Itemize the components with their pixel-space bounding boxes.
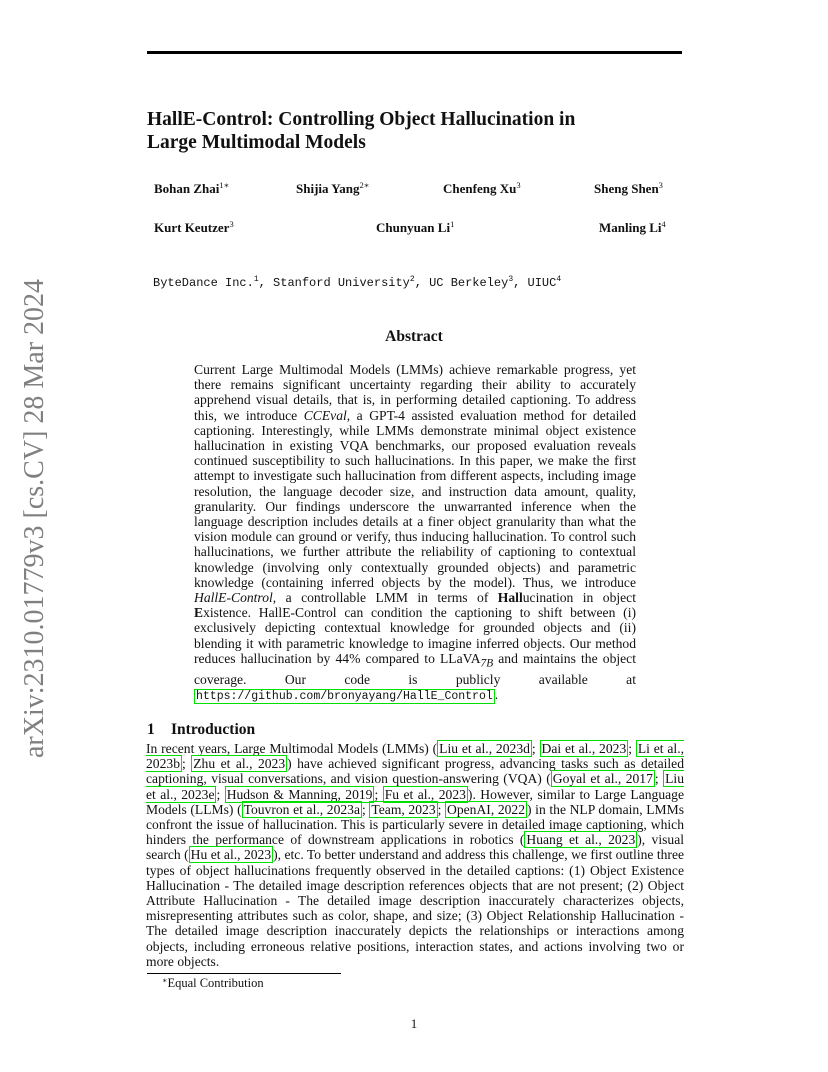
page-number: 1 bbox=[410, 1016, 418, 1031]
author-sheng-shen: Sheng Shen$^3$ bbox=[594, 180, 663, 196]
citation-link[interactable]: Huang et al., 2023 bbox=[526, 832, 636, 848]
citation-link[interactable]: Liu et al., 2023e bbox=[146, 771, 684, 802]
citation-link[interactable]: Liu et al., 2023d bbox=[439, 741, 530, 756]
author-chunyuan-li: Chunyuan Li$^1$ bbox=[376, 219, 455, 235]
title-line-2: Large Multimodal Models bbox=[147, 132, 366, 153]
citation-link[interactable]: Hu et al., 2023 bbox=[190, 847, 272, 863]
citation-link[interactable]: OpenAI, 2022 bbox=[447, 801, 526, 817]
citation-link[interactable]: Team, 2023 bbox=[371, 801, 436, 817]
citation-link[interactable]: Li et al., 2023b bbox=[146, 741, 685, 772]
author-chenfeng-xu: Chenfeng Xu$^3$ bbox=[443, 180, 521, 196]
footnote-equal-contribution: ∗Equal Contribution bbox=[162, 976, 264, 990]
citation-link[interactable]: Hudson & Manning, 2019 bbox=[226, 786, 373, 802]
citation-link[interactable]: Dai et al., 2023 bbox=[541, 741, 627, 756]
affiliation-bytedance: ByteDance Inc.$^1$, bbox=[153, 275, 274, 290]
arxiv-identifier[interactable]: arXiv:2310.01779v3 [cs.CV] 28 Mar 2024 bbox=[19, 278, 50, 758]
author-manling-li: Manling Li$^4$ bbox=[599, 219, 666, 235]
affiliation-berkeley: UC Berkeley$^3$, bbox=[429, 275, 528, 290]
halle-control-term: HallE-Control bbox=[194, 590, 273, 606]
cceval-term: CCEval bbox=[303, 407, 347, 423]
section-heading-introduction: 1 Introduction bbox=[147, 721, 256, 738]
title-line-1: HallE-Control: Controlling Object Hallucination in bbox=[147, 109, 576, 130]
paper-title bbox=[147, 108, 687, 154]
citation-link[interactable]: Touvron et al., 2023a bbox=[243, 801, 360, 817]
top-rule bbox=[147, 51, 682, 54]
citation-link[interactable]: Zhu et al., 2023 bbox=[193, 756, 286, 772]
citation-link[interactable]: Goyal et al., 2017 bbox=[552, 771, 653, 787]
abstract-body: Current Large Multimodal Models (LMMs) achieve remarkable progress, yet there remains significant uncertainty regarding their ability to accurately apprehend visual details, that is, in performing detailed captioning. To address this, we introduce CCEval, a GPT-4 assisted evaluation method for detailed captioning. Interestingly, while LMMs demonstrate minimal object existence hallucination in existing VQA benchmarks, our proposed evaluation reveals continued susceptibility to such hallucinations. In this paper, we make the first attempt to investigate such hallucination from different aspects, including image resolution, the language decoder size, and instruction data amount, quality, granularity. Our findings underscore the unwarranted inference when the language description includes details at a finer object granularity than what the vision module can ground or verify, thus inducing hallucination. To control such hallucinations, we further attribute the reliability of captioning to contextual knowledge (involving only contextually grounded objects) and parametric knowledge (containing inferred objects by the model). Thus, we introduce HallE-Control, a controllable LMM in terms of Hallucination in object Existence. HallE-Control can condition the captioning to shift between (i) exclusively depicting contextual knowledge for grounded objects and (ii) blending it with parametric knowledge to imagine inferred objects. Our method reduces hallucination by 44% compared to LLaVA$_{7B}$ and maintains the object coverage. Our code is publicly available at https://github.com/bronyayang/HallE_Control . bbox=[194, 362, 636, 703]
affiliation-stanford: Stanford University$^2$, bbox=[273, 275, 430, 290]
affiliation-uiuc: UIUC$^4$ bbox=[527, 275, 562, 290]
code-repo-link[interactable]: https://github.com/bronyayang/HallE_Control bbox=[196, 689, 493, 703]
author-shijia-yang: Shijia Yang$^{2∗}$ bbox=[296, 180, 370, 196]
footnote-rule bbox=[147, 973, 341, 974]
author-bohan-zhai: Bohan Zhai$^{1∗}$ bbox=[154, 180, 230, 196]
citation-link[interactable]: Fu et al., 2023 bbox=[384, 786, 466, 802]
abstract-heading: Abstract bbox=[385, 328, 443, 345]
introduction-body: In recent years, Large Multimodal Models (LMMs) ( Liu et al., 2023d ; Dai et al., 2023 ; Li et al., 2023b ; Zhu et al., 2023 ) have achieved significant progress, advancing tasks such as detailed captioning, visual conversations, and vision question-answering (VQA) ( Goyal et al., 2017 ; Liu et al., 2023e ; Hudson & Manning, 2019 ; Fu et al., 2023 ). However, similar to Large Language Models (LLMs) ( Touvron et al., 2023a ; Team, 2023 ; OpenAI, 2022 ) in the NLP domain, LMMs confront the issue of hallucination. This is particularly severe in detailed image captioning, which hinders the performance of downstream applications in robotics ( Huang et al., 2023 ), visual search ( Hu et al., 2023 ), etc. To better understand and address this challenge, we first outline three types of object hallucinations frequently observed in the detailed captions: (1) Object Existence Hallucination - The detailed image description references objects that are not present; (2) Object Attribute Hallucination - The detailed image description inaccurately characterizes objects, misrepresenting attributes such as color, shape, and size; (3) Object Relationship Hallucination - The detailed image description inaccurately depicts the relationships or interactions among objects, including erroneous relative positions, interaction states, and actions involving two or more objects. bbox=[146, 741, 685, 969]
affiliations bbox=[153, 275, 561, 290]
author-kurt-keutzer: Kurt Keutzer$^3$ bbox=[154, 219, 234, 235]
